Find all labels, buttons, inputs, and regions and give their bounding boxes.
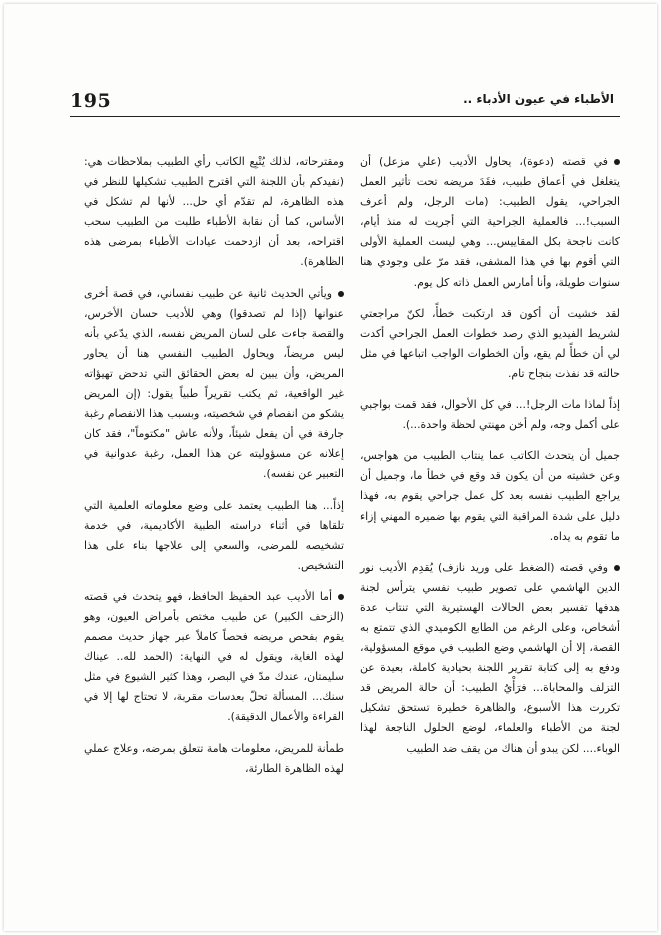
paragraph-text: ومقترحاته، لذلك يُتْبِع الكاتب رأي الطبيب بملاحظات هي: (نفيدكم بأن اللجنة التي اقترح الطبيب تشكيلها للنظر في هذه الظاهرة، لم تقدّم أي حل... لأنها لم تشكل في الأساس، كما أن نقابة الأطباء طلبت من الطبيب سحب اقتراحه، بعد أن ازدحمت عيادات الأطباء بمرضى هذه الظاهرة). — [84, 155, 344, 269]
paragraph-text: في قصته (دعوة)، يحاول الأديب (علي مزعل) أن يتغلغل في أعماق طبيب، فقَدَ مريضه تحت تأثير العمل الجراحي، يقول الطبيب: (مات الرجل، ولم أعرف السبب!... فالعملية الجراحية التي أجريت له منذ أيام، كانت ناجحة بكل المقاييس... وهي ليست العملية الأولى التي أقوم بها في هذا المشفى، فقد مرّ على وجودي هنا سنوات طويلة، وأنا أمارس العمل ذاته كل يوم. — [360, 155, 620, 289]
header-rule — [70, 116, 620, 117]
paragraph-text: ويأتي الحديث ثانية عن طبيب نفساني، في قصة أخرى عنوانها (إذا لم تصدقوا) وهي للأديب حسان الأخرس، والقصة جاءت على لسان المريض نفسه، الذي يدّعي بأنه ليس مريضاً، ويحاول الطبيب النفسي هنا أن يحاور المريض، وأن يبين له بعض الحقائق التي تدحض تهيؤاته غير الواقعية، ثم يكتب تقريراً طبياً يقول: (إن المريض يشكو من انفصام في شخصيته، وبسبب هذا الانفصام رغبة جارفة في أن يفعل شيئاً، ولأنه عاش "مكتوماً"، فقد كان إعلانه عن مسؤوليته عن هذا العمل، رغبة عدوانية في التعبير عن نفسه). — [84, 286, 344, 481]
paragraph-text: وفي قصته (الضغط على وريد نازف) يُقدِم الأديب نور الدين الهاشمي على تصوير طبيب نفسي يترأس لجنة هدفها تفسير بعض الحالات الهستيرية التي تنتاب عدة أشخاص، وعلى الرغم من الطابع الكوميدي الذي تتمتع به القصة، إلا أن الهاشمي وضع الطبيب في موقع المسؤولية، ودفع به إلى كتابة تقرير اللجنة بحيادية كاملة، بعيدة عن التزلف والمحاباة... فرَأْيُ الطبيب: أن حالة المريض قد تكررت هذا الأسبوع، والظاهرة خطيرة تستحق تشكيل لجنة من الأطباء والعلماء، لوضع الحلول الناجعة لهذا الوباء.... لكن يبدو أن هناك من يقف ضد الطبيب — [360, 560, 620, 755]
paragraph — [360, 152, 620, 293]
bullet-icon — [338, 291, 344, 297]
paragraph — [84, 496, 344, 576]
paragraph — [360, 446, 620, 546]
paragraph — [360, 558, 620, 759]
bullet-icon — [614, 565, 620, 571]
left-column — [84, 152, 344, 790]
paragraph — [84, 587, 344, 728]
paragraph — [360, 395, 620, 435]
paragraph — [84, 284, 344, 485]
paragraph-text: إذاً... هنا الطبيب يعتمد على وضع معلوماته العلمية التي تلقاها في أثناء دراسته الطبية الأكاديمية، في خدمة تشخيصه للمرضى، والسعي إلى علاجها بناء على هذا التشخيص. — [84, 498, 344, 572]
paragraph — [84, 152, 344, 273]
right-column — [360, 152, 620, 770]
page — [4, 4, 657, 931]
running-title: الأطباء في عيون الأدباء .. — [463, 92, 614, 106]
paragraph — [84, 739, 344, 779]
paragraph-text: لقد خشيت أن أكون قد ارتكبت خطأً، لكنّ مراجعتي لشريط الفيديو الذي رصد خطوات العمل الجراحي أكدت لي أن خطأً لم يقع، وأن الخطوات الواجب اتباعها في مثل حالته قد نفذت بنجاح تام. — [360, 306, 620, 380]
paragraph-text: إذاً لماذا مات الرجل!... في كل الأحوال، فقد قمت بواجبي على أكمل وجه، ولم أخن مهنتي لحظة واحدة...). — [360, 398, 620, 432]
paragraph-text: جميل أن يتحدث الكاتب عما ينتاب الطبيب من هواجس، وعن خشيته من أن يكون قد وقع في خطأ ما، وجميل أن يراجع الطبيب نفسه بعد كل عمل جراحي يقوم به، فهذا دليل على شدة المراقبة التي يقوم بها ضميره المهني إزاء ما تقوم به يداه. — [360, 449, 620, 543]
bullet-icon — [614, 159, 620, 165]
bullet-icon — [338, 594, 344, 600]
paragraph — [360, 304, 620, 384]
page-number: 195 — [70, 90, 112, 112]
paragraph-text: طمأنة للمريض، معلومات هامة تتعلق بمرضه، وعلاج عملي لهذه الظاهرة الطارئة، — [84, 741, 344, 775]
paragraph-text: أما الأديب عبد الحفيظ الحافظ، فهو يتحدث في قصته (الزحف الكبير) عن طبيب مختص بأمراض العيون، وهو يقوم بفحص مريضه فحصاً كاملاً عبر جهاز حديث مصمم لهذه الغاية، ويقول له في النهاية: (الحمد لله.. عيناك سليمتان، عندك مدّ في البصر، وهذا كثير الشيوع في مثل سنك... المسألة تحلّ بعدسات مقربة، لا تحتاج لها إلا في القراءة والأعمال الدقيقة). — [84, 589, 344, 724]
